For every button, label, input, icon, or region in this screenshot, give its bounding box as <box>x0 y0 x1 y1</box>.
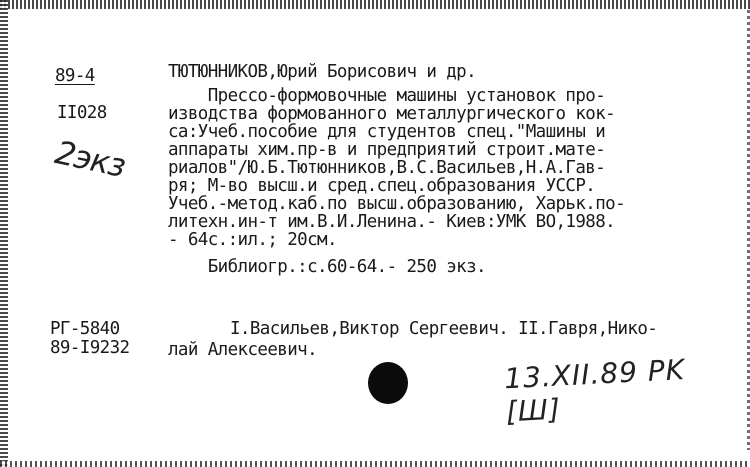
inventory-number: II028 <box>57 103 107 123</box>
shelf-mark: 89-4 <box>55 66 95 86</box>
rg-number: РГ-5840 <box>50 319 120 339</box>
description-line: - 64с.:ил.; 20см. <box>168 230 337 250</box>
added-entries-continued: лай Алексеевич. <box>168 340 318 360</box>
bibliography-line: Библиогр.:с.60-64.- 250 экз. <box>168 257 486 277</box>
handwritten-copies-note: 2экз <box>51 133 129 185</box>
description-line: аппараты хим.пр-в и предприятий строит.мате- <box>168 140 606 160</box>
author-heading: ТЮТЮННИКОВ,Юрий Борисович и др. <box>168 62 477 82</box>
handwritten-date-note: 13.XII.89 PK [Ш] <box>503 352 686 429</box>
perforated-left-edge <box>0 0 8 467</box>
description-line: Учеб.-метод.каб.по высш.образованию, Харьк.по- <box>168 194 626 214</box>
perforated-top-edge <box>0 0 750 9</box>
perforated-bottom-edge <box>0 461 750 467</box>
description-line: са:Учеб.пособие для студентов спец."Машины и <box>168 122 606 142</box>
description-line: Прессо-формовочные машины установок про- <box>168 86 606 106</box>
description-line: изводства формованного металлургического кок- <box>168 104 616 124</box>
punch-hole <box>368 362 408 404</box>
added-entries: I.Васильев,Виктор Сергеевич. II.Гавря,Нико- <box>230 319 658 339</box>
registration-number: 89-I9232 <box>50 338 130 358</box>
description-line: риалов"/Ю.Б.Тютюнников,В.С.Васильев,Н.А.Гав- <box>168 158 606 178</box>
description-line: ря; М-во высш.и сред.спец.образования УССР. <box>168 176 596 196</box>
description-line: литехн.ин-т им.В.И.Ленина.- Киев:УМК ВО,1988. <box>168 212 616 232</box>
